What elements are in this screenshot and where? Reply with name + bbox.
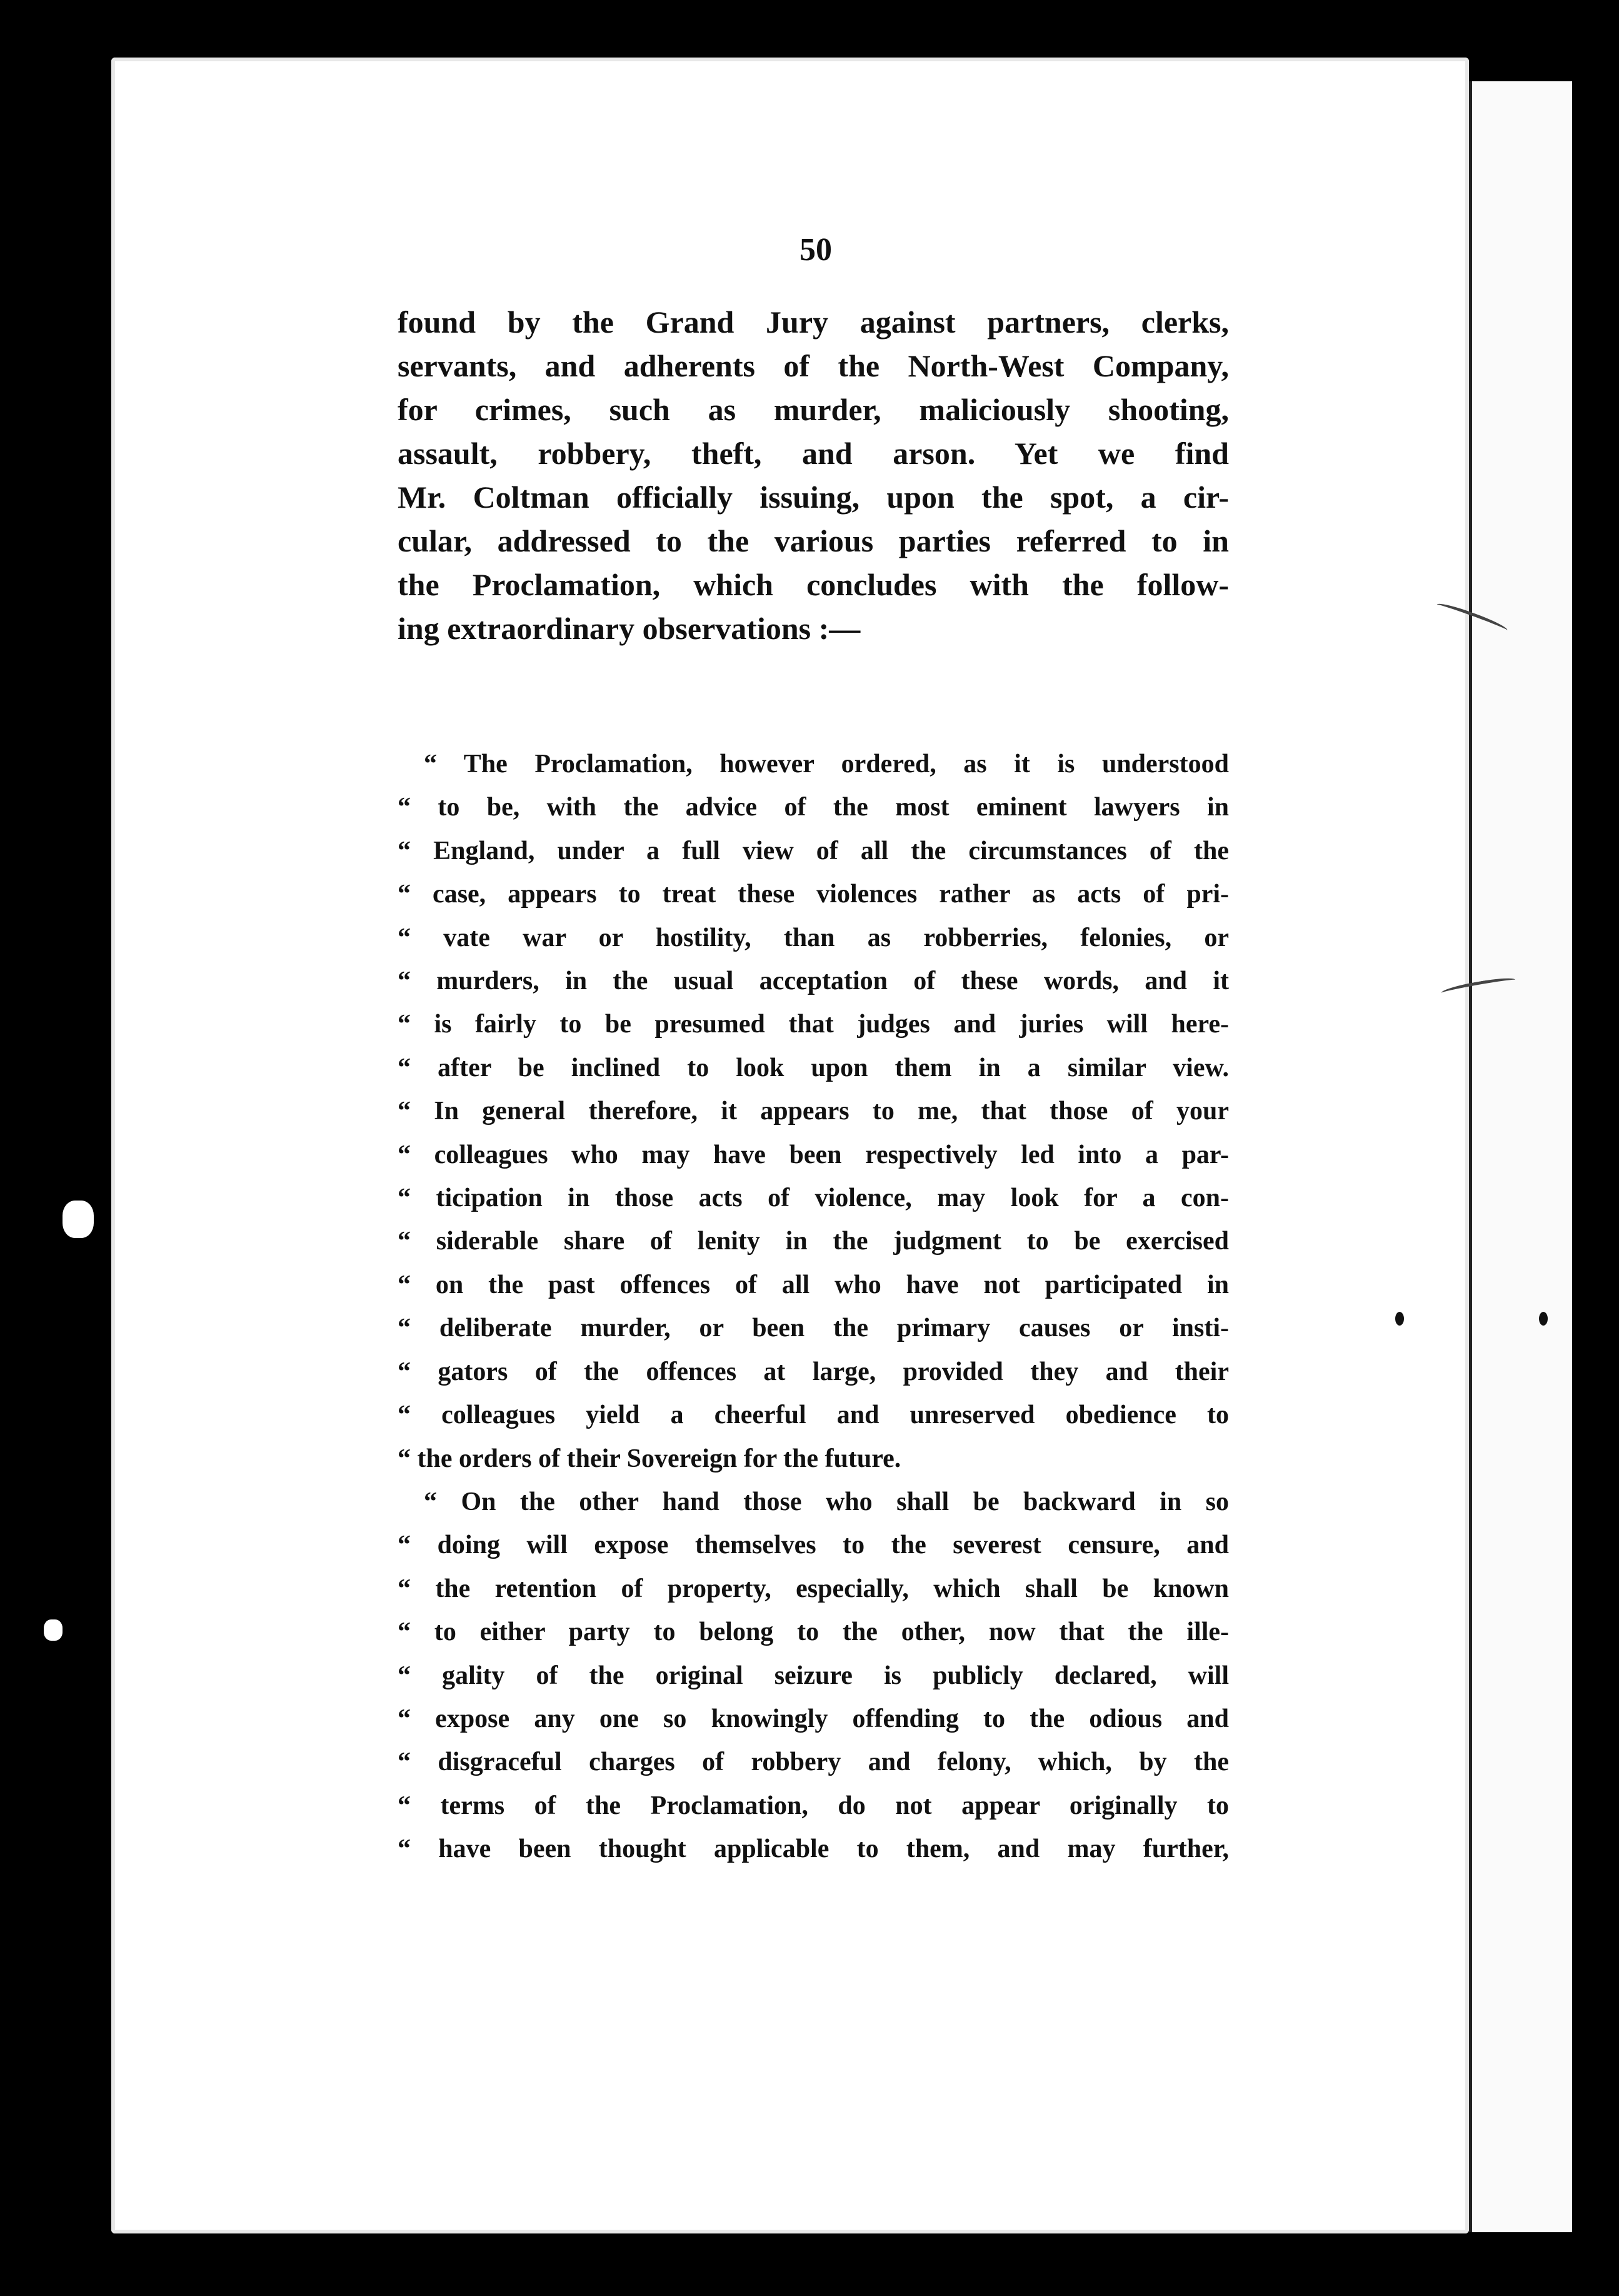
margin-mark bbox=[1395, 1312, 1404, 1326]
quote-line: “ On the other hand those who shall be backward in so bbox=[424, 1487, 1229, 1516]
quote-line: “ gality of the original seizure is publicly declared, will bbox=[398, 1661, 1229, 1690]
text-line: assault, robbery, theft, and arson. Yet we find bbox=[398, 436, 1229, 471]
text-line: for crimes, such as murder, maliciously shooting, bbox=[398, 392, 1229, 427]
quoted-circular bbox=[398, 743, 1229, 1871]
quote-line: “ In general therefore, it appears to me, that those of your bbox=[398, 1097, 1229, 1126]
quote-line: “ the retention of property, especially, which shall be known bbox=[398, 1574, 1229, 1603]
quote-line: “ vate war or hostility, than as robberries, felonies, or bbox=[398, 923, 1229, 952]
quote-line: “ colleagues who may have been respectively led into a par- bbox=[398, 1140, 1229, 1169]
quote-line: “ doing will expose themselves to the severest censure, and bbox=[398, 1531, 1229, 1560]
quote-line: “ the orders of their Sovereign for the future. bbox=[398, 1444, 901, 1473]
quote-line: “ gators of the offences at large, provided they and their bbox=[398, 1357, 1229, 1386]
edge-spot bbox=[63, 1201, 94, 1238]
quote-line: “ to be, with the advice of the most eminent lawyers in bbox=[398, 793, 1229, 822]
text-line: the Proclamation, which concludes with the follow- bbox=[398, 567, 1229, 602]
quote-line: “ England, under a full view of all the circumstances of the bbox=[398, 836, 1229, 865]
quote-line: “ to either party to belong to the other, now that the ille- bbox=[398, 1618, 1229, 1647]
page-number: 50 bbox=[799, 232, 832, 268]
margin-mark bbox=[1539, 1312, 1548, 1326]
quote-line: “ is fairly to be presumed that judges and juries will here- bbox=[398, 1010, 1229, 1039]
quote-line: “ disgraceful charges of robbery and felony, which, by the bbox=[398, 1748, 1229, 1777]
binding-edge bbox=[1469, 81, 1572, 2232]
text-line: ing extraordinary observations :— bbox=[398, 611, 861, 646]
quote-line: “ terms of the Proclamation, do not appear originally to bbox=[398, 1791, 1229, 1820]
quote-line: “ deliberate murder, or been the primary causes or insti- bbox=[398, 1314, 1229, 1343]
quote-line: “ expose any one so knowingly offending to the odious and bbox=[398, 1704, 1229, 1733]
text-line: servants, and adherents of the North-West Company, bbox=[398, 348, 1229, 383]
quote-line: “ colleagues yield a cheerful and unreserved obedience to bbox=[398, 1401, 1229, 1430]
quote-line: “ The Proclamation, however ordered, as it is understood bbox=[424, 750, 1229, 778]
edge-spot bbox=[44, 1619, 63, 1641]
quote-line: “ on the past offences of all who have not participated in bbox=[398, 1270, 1229, 1299]
text-line: cular, addressed to the various parties referred to in bbox=[398, 523, 1229, 558]
quote-line: “ siderable share of lenity in the judgment to be exercised bbox=[398, 1227, 1229, 1256]
text-line: found by the Grand Jury against partners, clerks, bbox=[398, 305, 1229, 340]
intro-paragraph bbox=[398, 300, 1229, 650]
quote-line: “ murders, in the usual acceptation of these words, and it bbox=[398, 967, 1229, 996]
quote-line: “ have been thought applicable to them, and may further, bbox=[398, 1835, 1229, 1864]
quote-line: “ ticipation in those acts of violence, may look for a con- bbox=[398, 1184, 1229, 1213]
quote-line: “ case, appears to treat these violences rather as acts of pri- bbox=[398, 880, 1229, 909]
quote-line: “ after be inclined to look upon them in a similar view. bbox=[398, 1053, 1229, 1082]
text-line: Mr. Coltman officially issuing, upon the spot, a cir- bbox=[398, 480, 1229, 515]
